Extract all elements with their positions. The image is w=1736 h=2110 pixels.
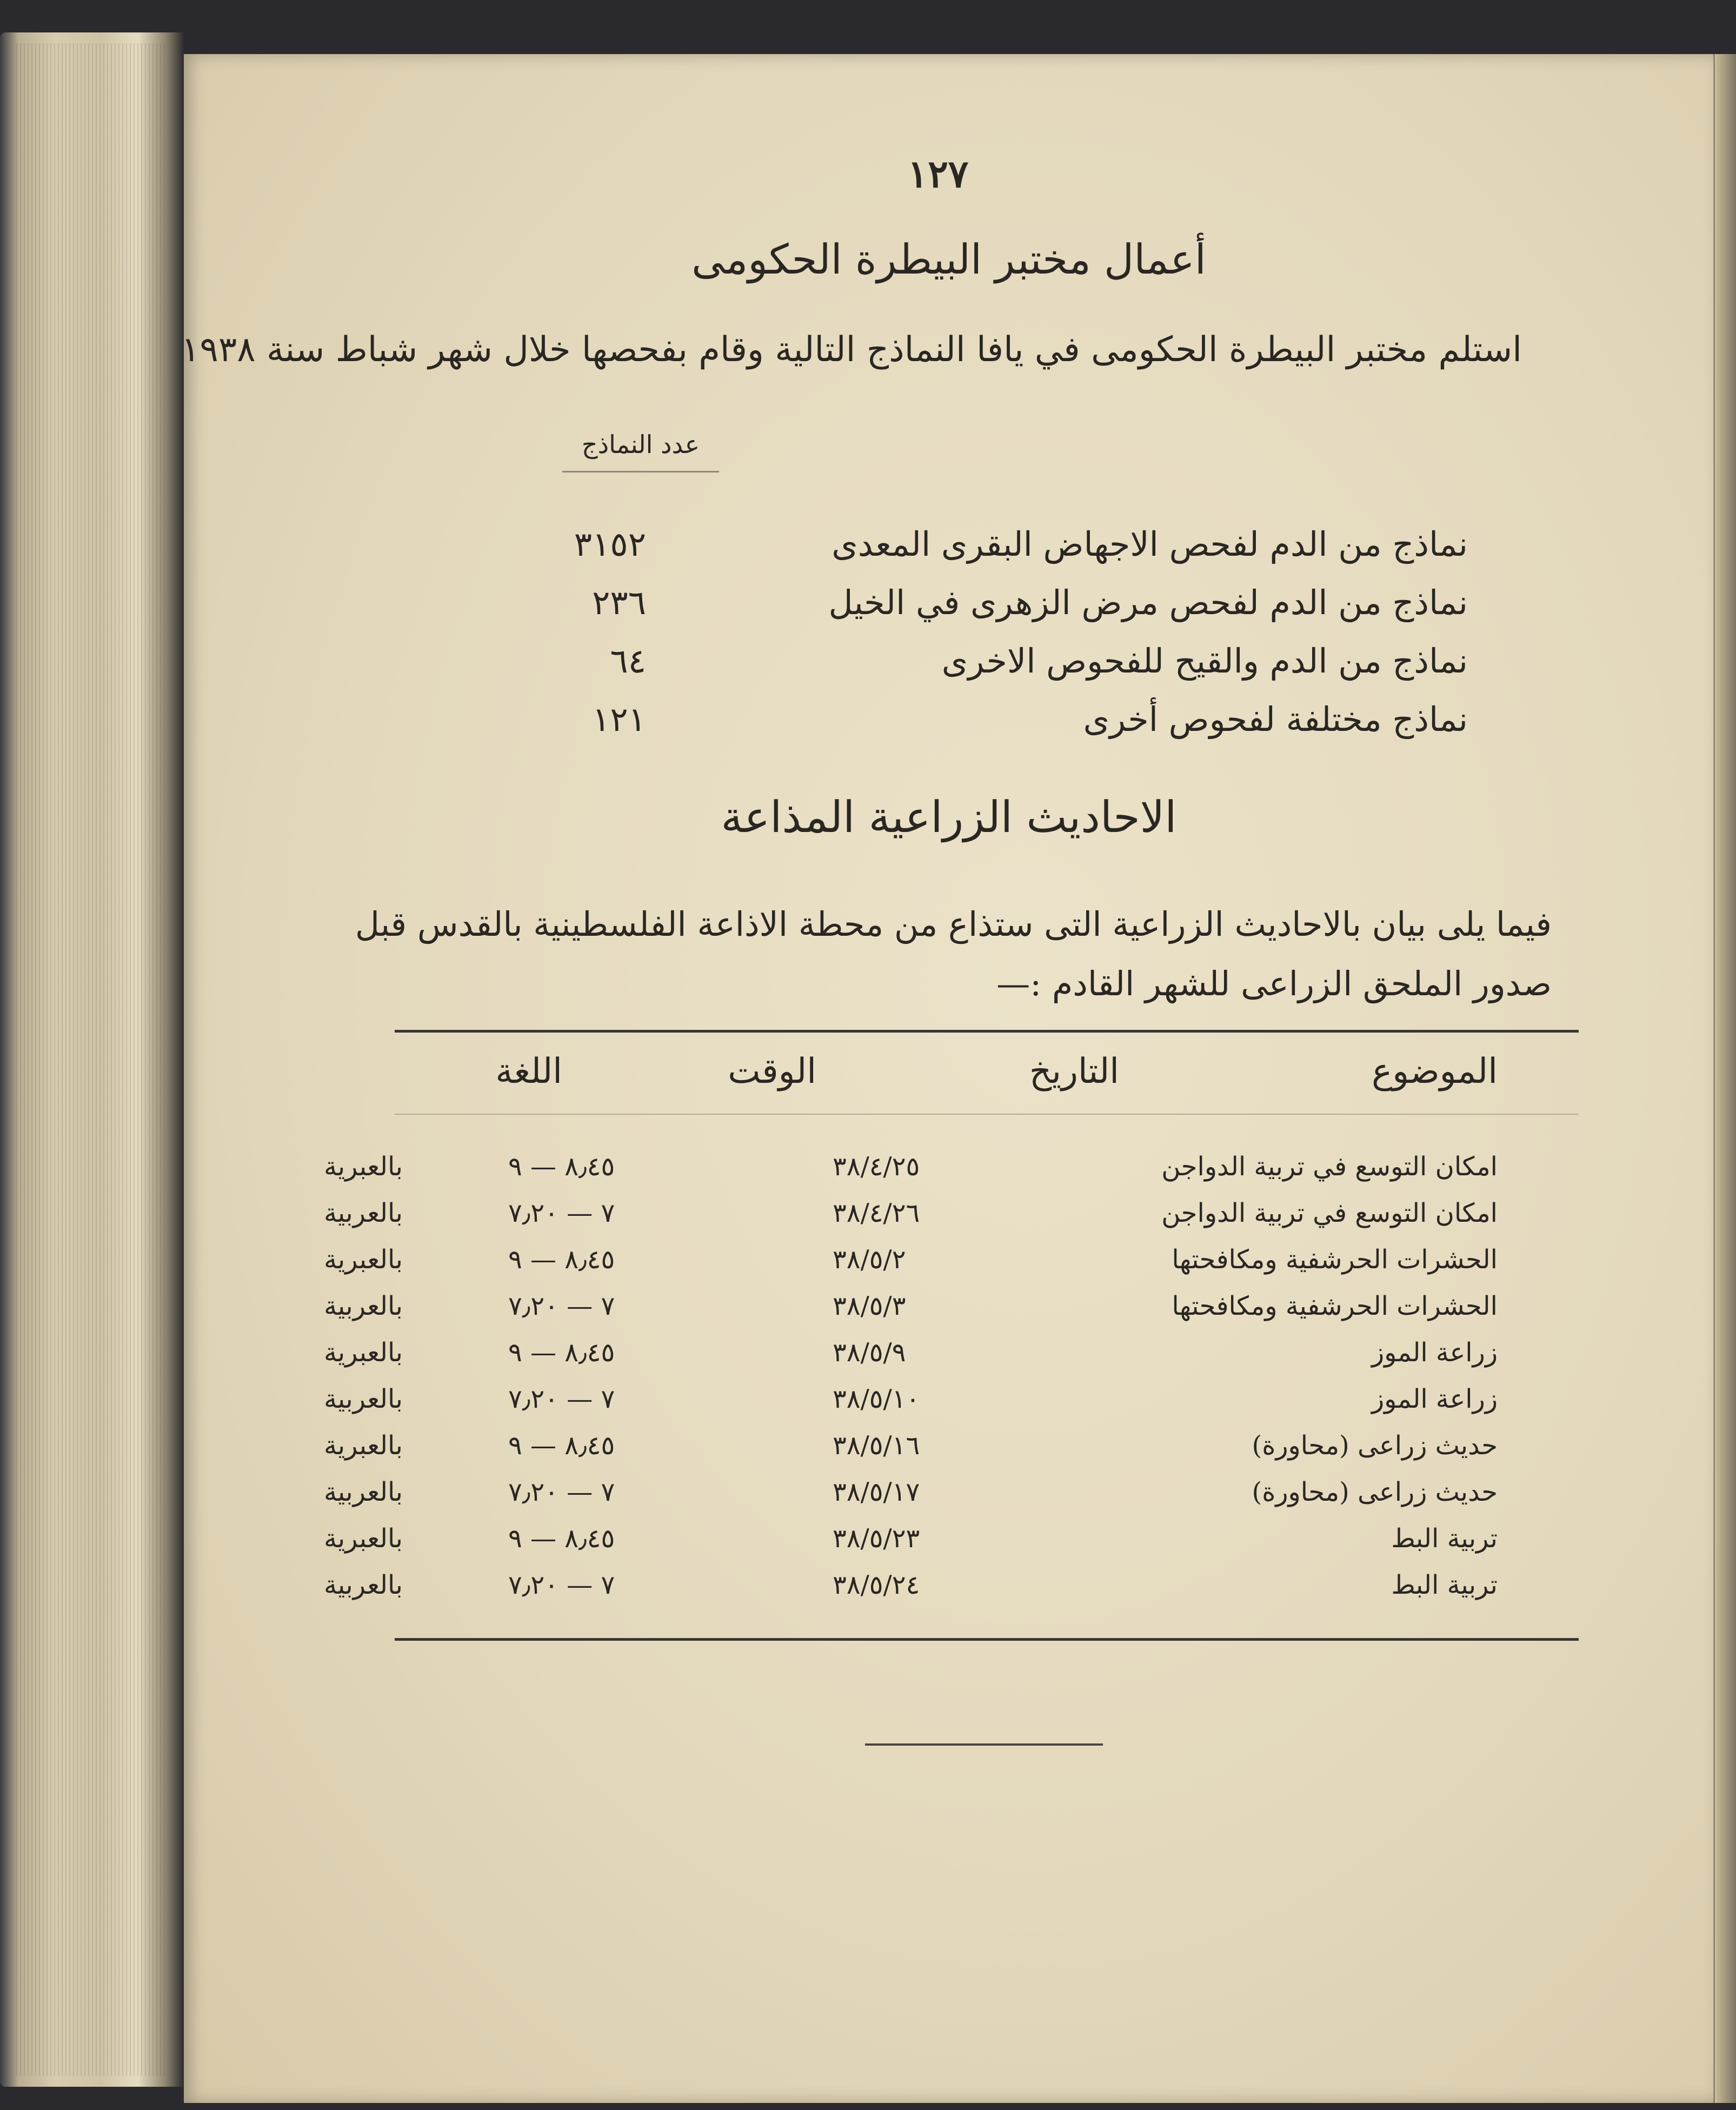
cell-language: بالعربية (324, 1477, 403, 1507)
cell-date: ٣٨/٤/٢٦ (833, 1198, 920, 1228)
section-title-vet-lab: أعمال مختبر البيطرة الحكومى (691, 235, 1206, 283)
sample-desc: نماذج مختلفة لفحوص أخرى (1083, 700, 1468, 739)
samples-count-header: عدد النماذج (562, 430, 719, 472)
cell-language: بالعبرية (324, 1337, 403, 1368)
sample-row (549, 524, 1468, 583)
cell-subject: الحشرات الحرشفية ومكافحتها (1172, 1244, 1498, 1275)
table-row (319, 1244, 1498, 1291)
table-row (319, 1570, 1498, 1616)
cell-language: بالعربية (324, 1384, 403, 1414)
end-of-page-rule (865, 1743, 1103, 1746)
cell-date: ٣٨/٤/٢٥ (833, 1151, 920, 1182)
cell-date: ٣٨/٥/١٠ (833, 1384, 920, 1414)
table-row (319, 1384, 1498, 1430)
cell-language: بالعربية (324, 1198, 403, 1228)
column-header-time: الوقت (728, 1051, 816, 1091)
cell-subject: امكان التوسع في تربية الدواجن (1161, 1151, 1498, 1182)
cell-subject: حديث زراعى (محاورة) (1252, 1430, 1498, 1461)
cell-date: ٣٨/٥/٢ (833, 1244, 906, 1275)
sample-desc: نماذج من الدم لفحص الاجهاض البقرى المعدى (832, 524, 1468, 564)
table-header-rule (395, 1114, 1579, 1115)
vet-lab-intro: استلم مختبر البيطرة الحكومى في يافا النماذج التالية وقام بفحصها خلال شهر شباط سنة ١٩٣٨ (181, 330, 1522, 370)
column-header-subject: الموضوع (1372, 1051, 1498, 1091)
table-row (319, 1337, 1498, 1384)
cell-time: ٨٫٤٥ — ٩ (508, 1337, 615, 1368)
cell-date: ٣٨/٥/١٦ (833, 1430, 920, 1461)
cell-date: ٣٨/٥/٩ (833, 1337, 906, 1368)
cell-language: بالعبرية (324, 1430, 403, 1461)
book-page-edge-lines (16, 43, 168, 2076)
table-row (319, 1523, 1498, 1570)
book-page (181, 54, 1714, 2103)
cell-date: ٣٨/٥/٢٤ (833, 1570, 920, 1600)
table-row (319, 1430, 1498, 1477)
cell-subject: زراعة الموز (1371, 1337, 1498, 1368)
cell-time: ٧ — ٧٫٢٠ (508, 1198, 615, 1228)
sample-count: ٦٤ (610, 641, 646, 681)
cell-time: ٨٫٤٥ — ٩ (508, 1244, 615, 1275)
section-title-radio-talks: الاحاديث الزراعية المذاعة (721, 792, 1177, 842)
cell-subject: تربية البط (1391, 1570, 1498, 1600)
table-bottom-rule (395, 1638, 1579, 1641)
cell-date: ٣٨/٥/٢٣ (833, 1523, 920, 1554)
sample-row (549, 641, 1468, 700)
cell-time: ٨٫٤٥ — ٩ (508, 1430, 615, 1461)
table-row (319, 1198, 1498, 1244)
sample-desc: نماذج من الدم لفحص مرض الزهرى في الخيل (828, 583, 1468, 622)
cell-time: ٧ — ٧٫٢٠ (508, 1477, 615, 1507)
sample-desc: نماذج من الدم والقيح للفحوص الاخرى (941, 641, 1468, 681)
cell-time: ٧ — ٧٫٢٠ (508, 1384, 615, 1414)
cell-time: ٧ — ٧٫٢٠ (508, 1570, 615, 1600)
samples-list (549, 524, 1468, 758)
column-header-language: اللغة (495, 1051, 562, 1091)
column-header-date: التاريخ (1029, 1051, 1119, 1091)
cell-date: ٣٨/٥/٣ (833, 1291, 906, 1321)
cell-language: بالعربية (324, 1570, 403, 1600)
cell-language: بالعبرية (324, 1151, 403, 1182)
radio-talks-table (319, 1151, 1498, 1616)
cell-subject: الحشرات الحرشفية ومكافحتها (1172, 1291, 1498, 1321)
cell-language: بالعربية (324, 1291, 403, 1321)
cell-subject: امكان التوسع في تربية الدواجن (1161, 1198, 1498, 1228)
sample-row (549, 700, 1468, 758)
sample-row (549, 583, 1468, 641)
cell-subject: زراعة الموز (1371, 1384, 1498, 1414)
page-number: ١٢٧ (907, 151, 969, 196)
table-row (319, 1477, 1498, 1523)
sample-count: ٣١٥٢ (574, 524, 646, 564)
cell-time: ٨٫٤٥ — ٩ (508, 1523, 615, 1554)
page-right-edge (1714, 54, 1736, 2103)
sample-count: ١٢١ (592, 700, 646, 739)
sample-count: ٢٣٦ (592, 583, 646, 622)
cell-time: ٨٫٤٥ — ٩ (508, 1151, 615, 1182)
table-top-rule (395, 1030, 1579, 1033)
cell-language: بالعبرية (324, 1244, 403, 1275)
table-row (319, 1151, 1498, 1198)
cell-subject: حديث زراعى (محاورة) (1252, 1477, 1498, 1507)
radio-talks-paragraph: فيما يلى بيان بالاحاديث الزراعية التى ستذاع من محطة الاذاعة الفلسطينية بالقدس قبل صدور الملحق الزراعى للشهر القادم :— (355, 904, 1552, 1003)
cell-language: بالعبرية (324, 1523, 403, 1554)
table-row (319, 1291, 1498, 1337)
cell-time: ٧ — ٧٫٢٠ (508, 1291, 615, 1321)
cell-subject: تربية البط (1391, 1523, 1498, 1554)
cell-date: ٣٨/٥/١٧ (833, 1477, 920, 1507)
